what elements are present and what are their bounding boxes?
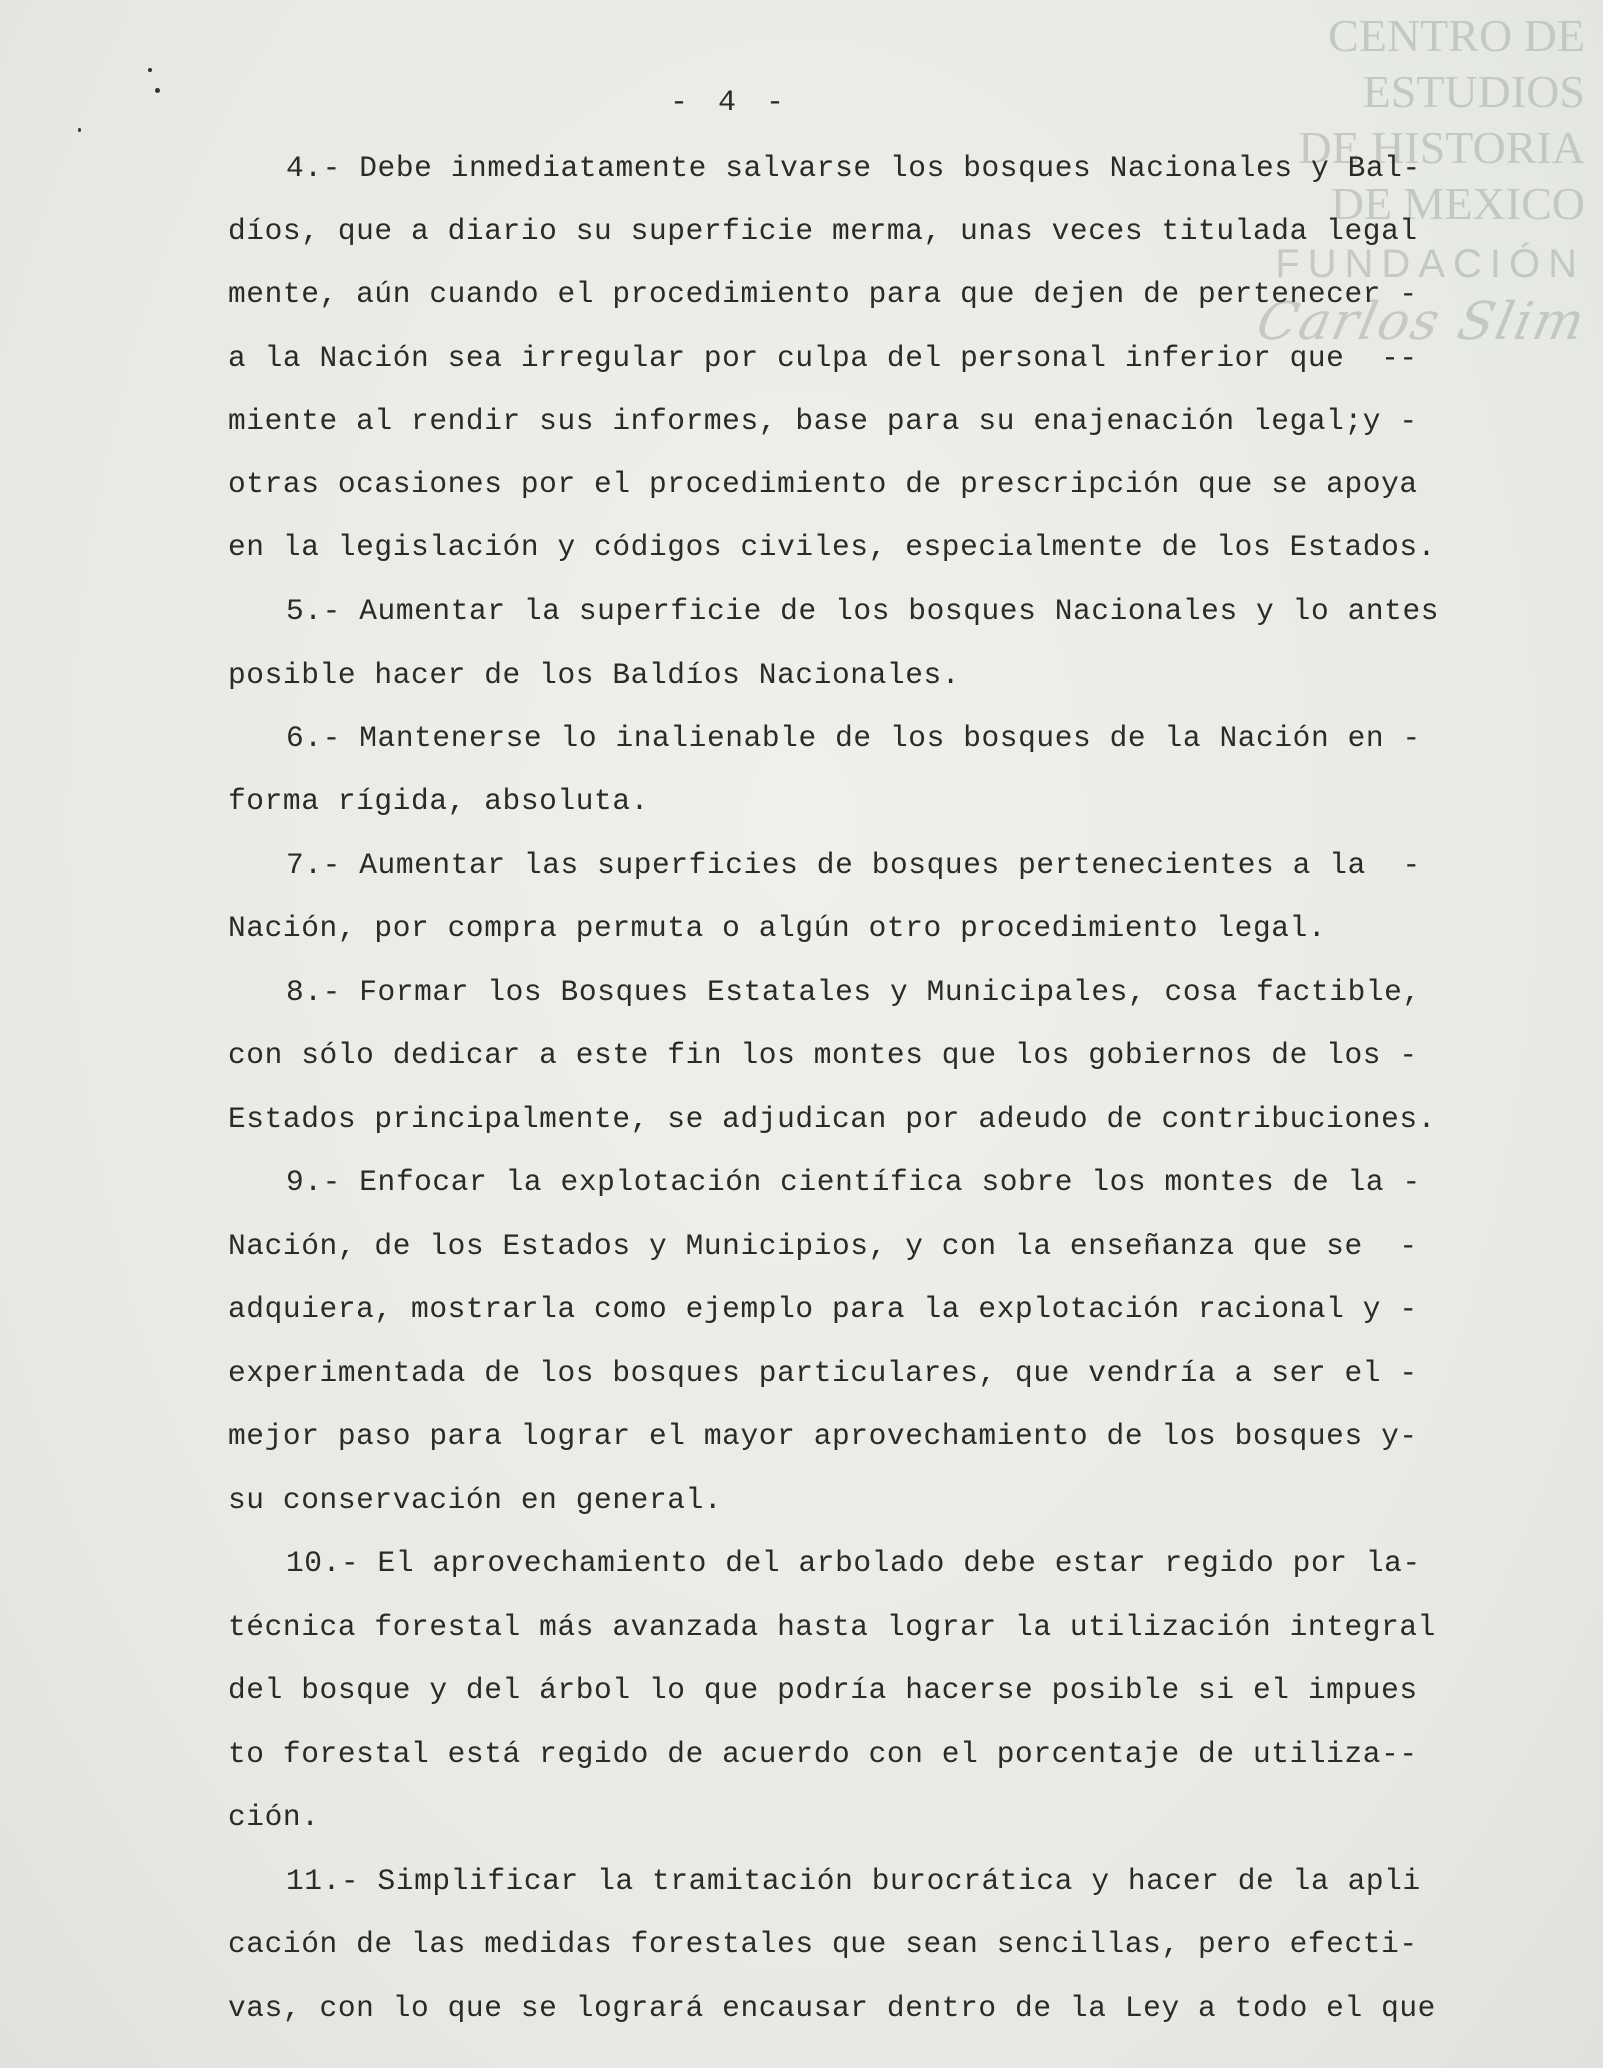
text-line: posible hacer de los Baldíos Nacionales.	[228, 658, 961, 692]
text-line: 8.- Formar los Bosques Estatales y Municipales, cosa factible,	[286, 975, 1421, 1009]
text-line: otras ocasiones por el procedimiento de prescripción que se apoya	[228, 467, 1418, 501]
text-line: experimentada de los bosques particulares, que vendría a ser el -	[228, 1356, 1418, 1390]
watermark-signature: Carlos Slim	[1251, 292, 1592, 352]
text-line: miente al rendir sus informes, base para su enajenación legal;y -	[228, 404, 1418, 438]
watermark-foundation: FUNDACIÓN	[1275, 242, 1585, 286]
page-number: - 4 -	[669, 86, 790, 120]
paper-speck	[78, 128, 81, 132]
text-line: mente, aún cuando el procedimiento para que dejen de pertenecer -	[228, 277, 1418, 311]
text-line: 10.- El aprovechamiento del arbolado debe estar regido por la-	[286, 1546, 1421, 1580]
text-line: a la Nación sea irregular por culpa del personal inferior que --	[228, 341, 1418, 375]
text-line: 5.- Aumentar la superficie de los bosques Nacionales y lo antes	[286, 594, 1440, 628]
text-line: con sólo dedicar a este fin los montes que los gobiernos de los -	[228, 1038, 1418, 1072]
text-line: técnica forestal más avanzada hasta lograr la utilización integral	[228, 1610, 1436, 1644]
text-line: 7.- Aumentar las superficies de bosques pertenecientes a la -	[286, 848, 1421, 882]
text-line: 4.- Debe inmediatamente salvarse los bosques Nacionales y Bal-	[286, 151, 1421, 185]
watermark-line-1: CENTRO DE	[1328, 10, 1585, 61]
text-line: 6.- Mantenerse lo inalienable de los bosques de la Nación en -	[286, 721, 1421, 755]
text-line: forma rígida, absoluta.	[228, 784, 649, 818]
text-line: Nación, de los Estados y Municipios, y con la enseñanza que se -	[228, 1229, 1418, 1263]
watermark-line-2: ESTUDIOS	[1362, 66, 1585, 117]
text-line: to forestal está regido de acuerdo con el porcentaje de utiliza--	[228, 1737, 1418, 1771]
text-line: su conservación en general.	[228, 1483, 723, 1517]
text-line: mejor paso para lograr el mayor aprovechamiento de los bosques y-	[228, 1419, 1418, 1453]
text-line: Nación, por compra permuta o algún otro procedimiento legal.	[228, 911, 1327, 945]
watermark-line-3: DE HISTORIA	[1298, 122, 1585, 173]
text-line: díos, que a diario su superficie merma, unas veces titulada legal	[228, 214, 1418, 248]
text-line: vas, con lo que se logrará encausar dentro de la Ley a todo el que	[228, 1991, 1436, 2025]
text-line: adquiera, mostrarla como ejemplo para la explotación racional y -	[228, 1292, 1418, 1326]
text-line: ción.	[228, 1800, 320, 1834]
paper-speck	[148, 68, 152, 72]
text-line: 9.- Enfocar la explotación científica sobre los montes de la -	[286, 1165, 1421, 1199]
text-line: 11.- Simplificar la tramitación burocrática y hacer de la apli	[286, 1864, 1421, 1898]
text-line: cación de las medidas forestales que sean sencillas, pero efecti-	[228, 1927, 1418, 1961]
text-line: en la legislación y códigos civiles, especialmente de los Estados.	[228, 530, 1436, 564]
text-line: del bosque y del árbol lo que podría hacerse posible si el impues	[228, 1673, 1418, 1707]
watermark-line-4: DE MEXICO	[1330, 178, 1585, 229]
text-line: Estados principalmente, se adjudican por adeudo de contribuciones.	[228, 1102, 1436, 1136]
